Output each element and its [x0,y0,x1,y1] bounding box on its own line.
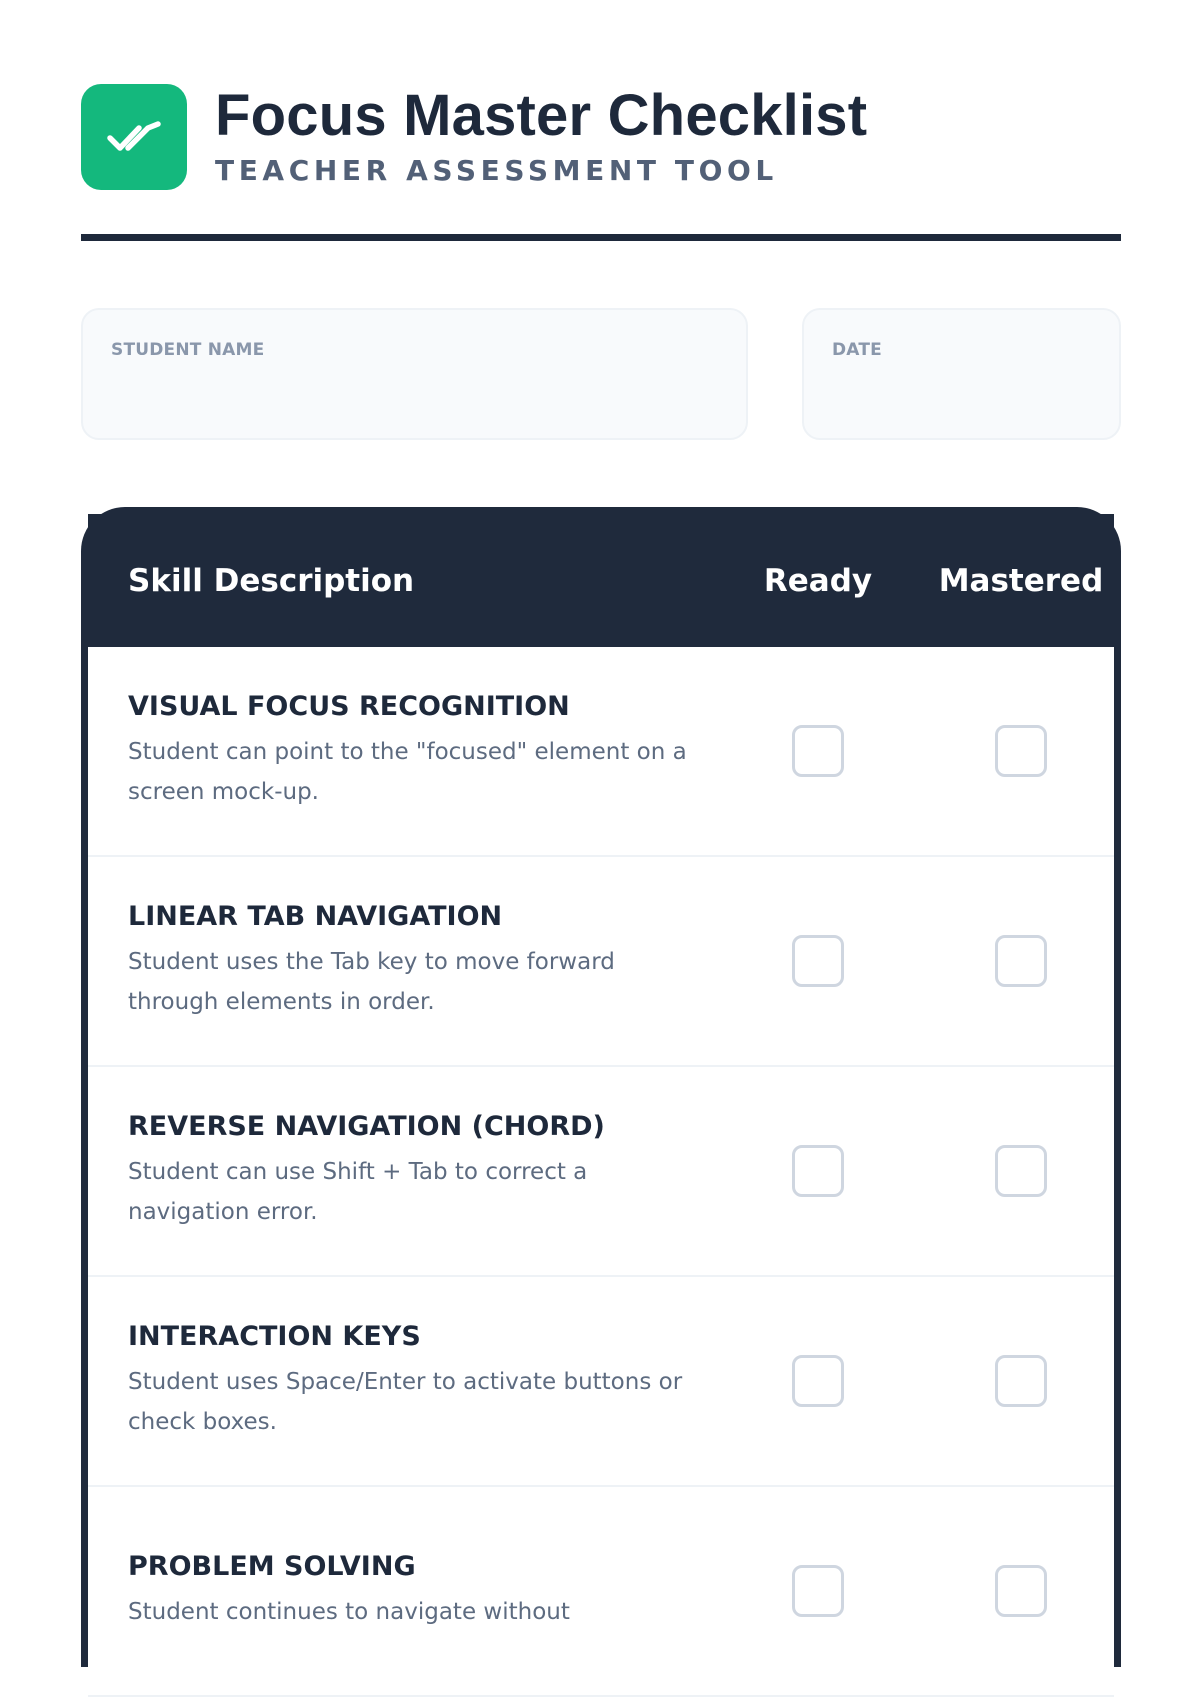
table-row [88,1067,1114,1277]
skills-table [81,507,1121,1667]
column-header-skill: Skill Description [128,562,415,599]
header [81,84,867,190]
student-name-label: STUDENT NAME [111,340,265,360]
mastered-cell [928,1145,1114,1197]
ready-cell [708,1145,928,1197]
skill-cell [88,1320,708,1442]
mastered-cell [928,935,1114,987]
table-row [88,857,1114,1067]
skill-description: Student uses the Tab key to move forward through elements in order. [128,949,615,1015]
title-block [215,83,868,188]
ready-checkbox[interactable] [792,725,844,777]
skill-title: VISUAL FOCUS RECOGNITION [128,691,570,722]
skill-description: Student can use Shift + Tab to correct a navigation error. [128,1159,588,1225]
skill-title: REVERSE NAVIGATION (CHORD) [128,1111,605,1142]
student-name-field[interactable] [81,308,748,440]
skill-cell [88,1110,708,1232]
table-row [88,1487,1114,1697]
mastered-checkbox[interactable] [995,935,1047,987]
ready-cell [708,1355,928,1407]
date-input[interactable] [832,374,1091,414]
mastered-cell [928,1565,1114,1617]
skill-description: Student can point to the "focused" element on a screen mock-up. [128,739,687,805]
ready-cell [708,1565,928,1617]
date-field[interactable] [802,308,1121,440]
ready-checkbox[interactable] [792,935,844,987]
skill-description: Student uses Space/Enter to activate buttons or check boxes. [128,1369,683,1435]
student-name-input[interactable] [111,374,718,414]
ready-cell [708,725,928,777]
mastered-cell [928,725,1114,777]
ready-checkbox[interactable] [792,1145,844,1197]
skill-cell [88,1550,708,1632]
skill-title: PROBLEM SOLVING [128,1551,416,1582]
mastered-checkbox[interactable] [995,1145,1047,1197]
mastered-checkbox[interactable] [995,725,1047,777]
mastered-cell [928,1355,1114,1407]
logo [81,84,187,190]
mastered-checkbox[interactable] [995,1355,1047,1407]
ready-checkbox[interactable] [792,1565,844,1617]
table-row [88,647,1114,857]
skill-title: LINEAR TAB NAVIGATION [128,901,503,932]
column-header-ready: Ready [763,562,873,599]
mastered-checkbox[interactable] [995,1565,1047,1617]
skill-cell [88,900,708,1022]
skill-cell [88,690,708,812]
double-check-icon [101,104,167,170]
column-header-mastered: Mastered [938,562,1104,599]
header-divider [81,234,1121,241]
ready-checkbox[interactable] [792,1355,844,1407]
date-label: DATE [832,340,882,360]
page-subtitle: TEACHER ASSESSMENT TOOL [215,154,778,187]
page-title: Focus Master Checklist [215,83,868,148]
skill-title: INTERACTION KEYS [128,1321,421,1352]
skill-description: Student continues to navigate without [128,1599,570,1625]
table-row [88,1277,1114,1487]
ready-cell [708,935,928,987]
table-header [88,514,1114,647]
